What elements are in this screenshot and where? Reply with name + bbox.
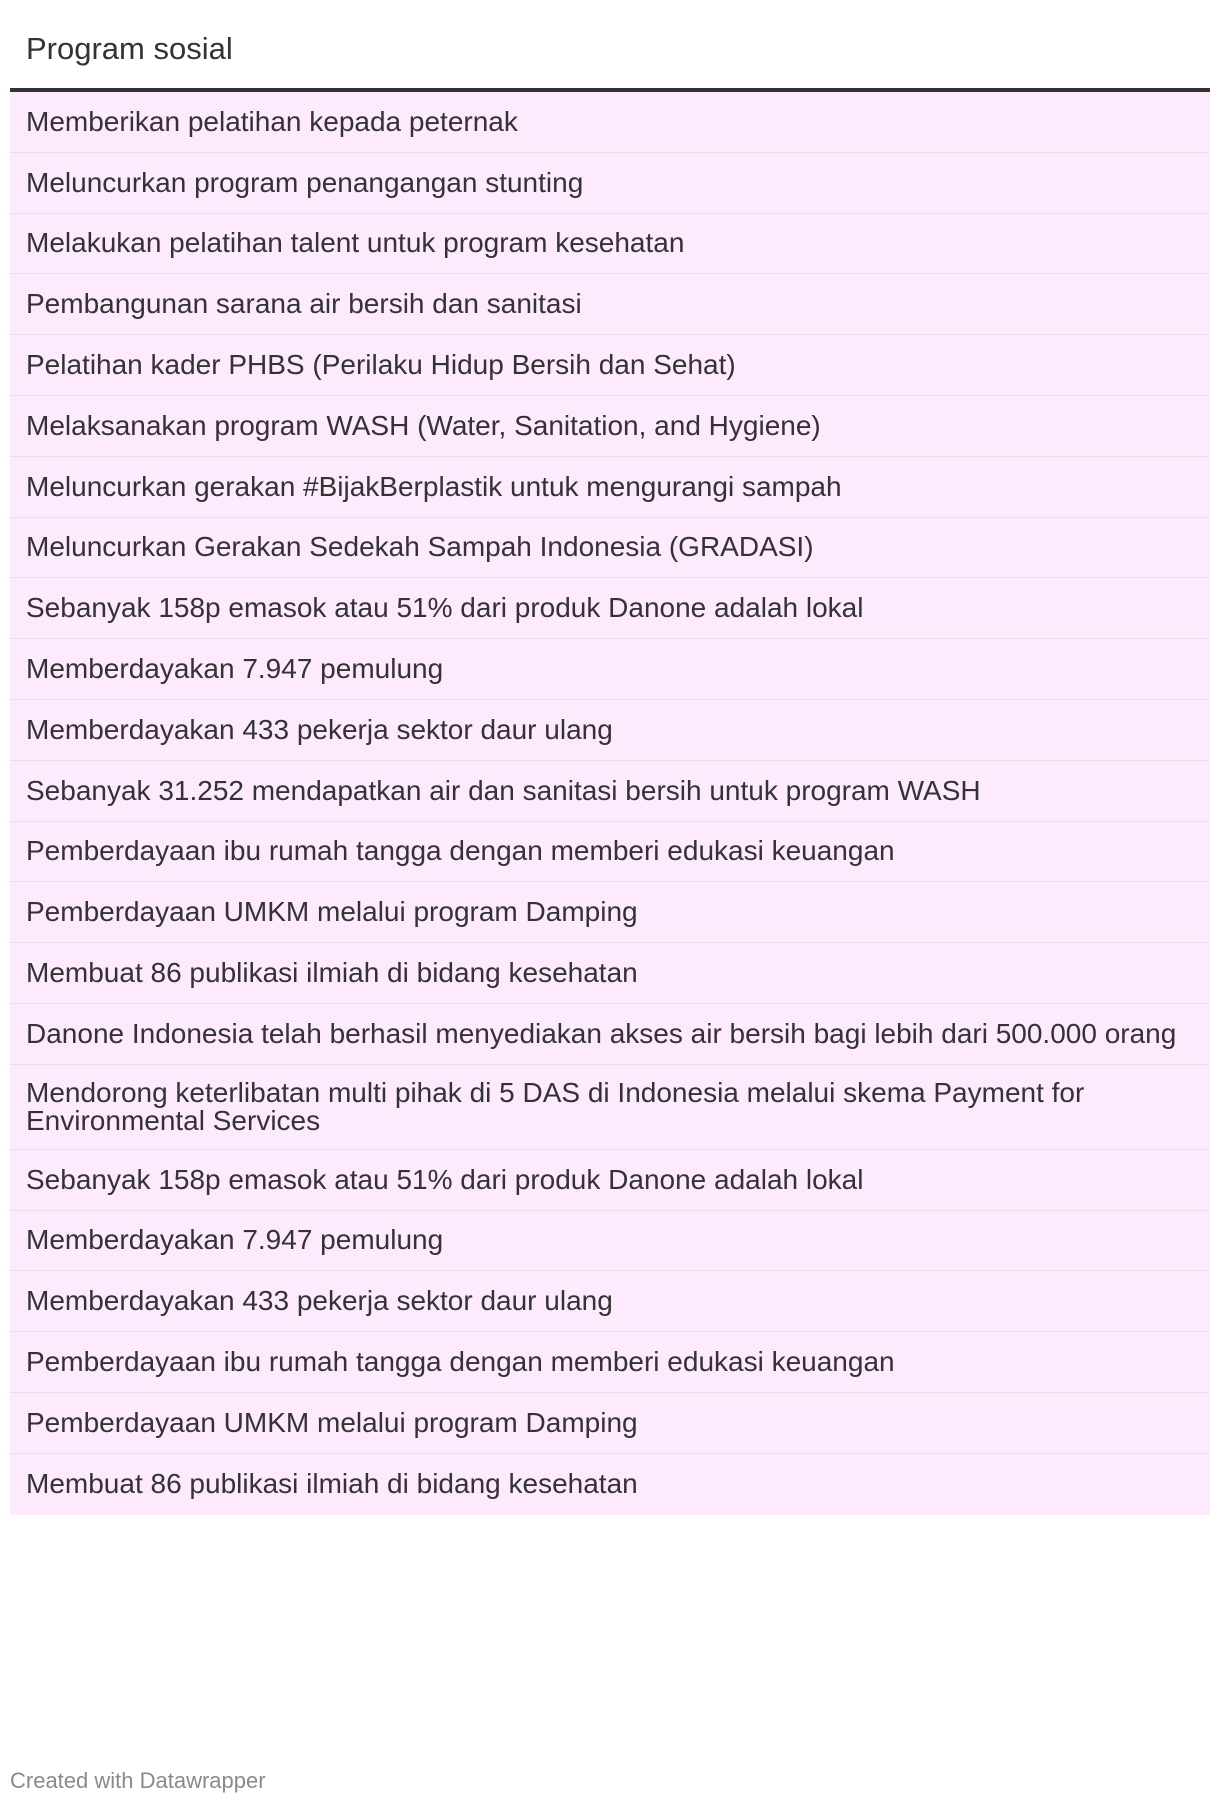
table-row — [10, 1004, 1210, 1065]
table-cell: Memberdayakan 7.947 pemulung — [26, 653, 444, 685]
table-row — [10, 214, 1210, 275]
table-row — [10, 153, 1210, 214]
table-row — [10, 335, 1210, 396]
table-row — [10, 1454, 1210, 1515]
table-cell: Pemberdayaan ibu rumah tangga dengan memberi edukasi keuangan — [26, 835, 895, 867]
table-cell: Mendorong keterlibatan multi pihak di 5 DAS di Indonesia melalui skema Payment for Environmental Services — [26, 1076, 1085, 1136]
table-cell: Memberdayakan 433 pekerja sektor daur ulang — [26, 1285, 613, 1317]
table-row — [10, 274, 1210, 335]
table-cell: Meluncurkan gerakan #BijakBerplastik untuk mengurangi sampah — [26, 470, 842, 502]
table-cell: Pelatihan kader PHBS (Perilaku Hidup Bersih dan Sehat) — [26, 349, 736, 381]
table-cell: Sebanyak 158p emasok atau 51% dari produk Danone adalah lokal — [26, 592, 864, 624]
table-row — [10, 1065, 1210, 1150]
table-row — [10, 1332, 1210, 1393]
table-cell: Meluncurkan program penangangan stunting — [26, 166, 584, 198]
table-cell: Membuat 86 publikasi ilmiah di bidang kesehatan — [26, 1468, 638, 1500]
program-table — [10, 0, 1210, 1515]
table-cell: Sebanyak 31.252 mendapatkan air dan sanitasi bersih untuk program WASH — [26, 774, 981, 806]
table-cell: Pembangunan sarana air bersih dan sanitasi — [26, 288, 582, 320]
table-cell: Memberdayakan 433 pekerja sektor daur ulang — [26, 713, 613, 745]
table-row — [10, 700, 1210, 761]
table-row — [10, 578, 1210, 639]
table-cell: Melakukan pelatihan talent untuk program kesehatan — [26, 227, 685, 259]
table-cell: Meluncurkan Gerakan Sedekah Sampah Indonesia (GRADASI) — [26, 531, 814, 563]
table-cell: Sebanyak 158p emasok atau 51% dari produk Danone adalah lokal — [26, 1163, 864, 1195]
table-body — [10, 92, 1210, 1515]
table-row — [10, 761, 1210, 822]
table-row — [10, 1271, 1210, 1332]
table-row — [10, 882, 1210, 943]
table-row — [10, 822, 1210, 883]
table-row — [10, 1150, 1210, 1211]
table-cell: Memberdayakan 7.947 pemulung — [26, 1224, 444, 1256]
table-cell: Melaksanakan program WASH (Water, Sanitation, and Hygiene) — [26, 409, 821, 441]
table-header — [10, 0, 1210, 92]
datawrapper-credit[interactable]: Created with Datawrapper — [10, 1768, 266, 1793]
table-cell: Danone Indonesia telah berhasil menyediakan akses air bersih bagi lebih dari 500.000 orang — [26, 1017, 1177, 1049]
table-row — [10, 1211, 1210, 1272]
table-row — [10, 639, 1210, 700]
table-cell: Memberikan pelatihan kepada peternak — [26, 105, 518, 137]
table-cell: Pemberdayaan UMKM melalui program Damping — [26, 1406, 638, 1438]
table-cell: Pemberdayaan ibu rumah tangga dengan memberi edukasi keuangan — [26, 1346, 895, 1378]
table-cell: Pemberdayaan UMKM melalui program Damping — [26, 896, 638, 928]
column-header-program-sosial: Program sosial — [26, 31, 233, 66]
table-row — [10, 1393, 1210, 1454]
table-row — [10, 92, 1210, 153]
table-row — [10, 943, 1210, 1004]
table-row — [10, 518, 1210, 579]
table-cell: Membuat 86 publikasi ilmiah di bidang kesehatan — [26, 957, 638, 989]
table-row — [10, 396, 1210, 457]
table-row — [10, 457, 1210, 518]
